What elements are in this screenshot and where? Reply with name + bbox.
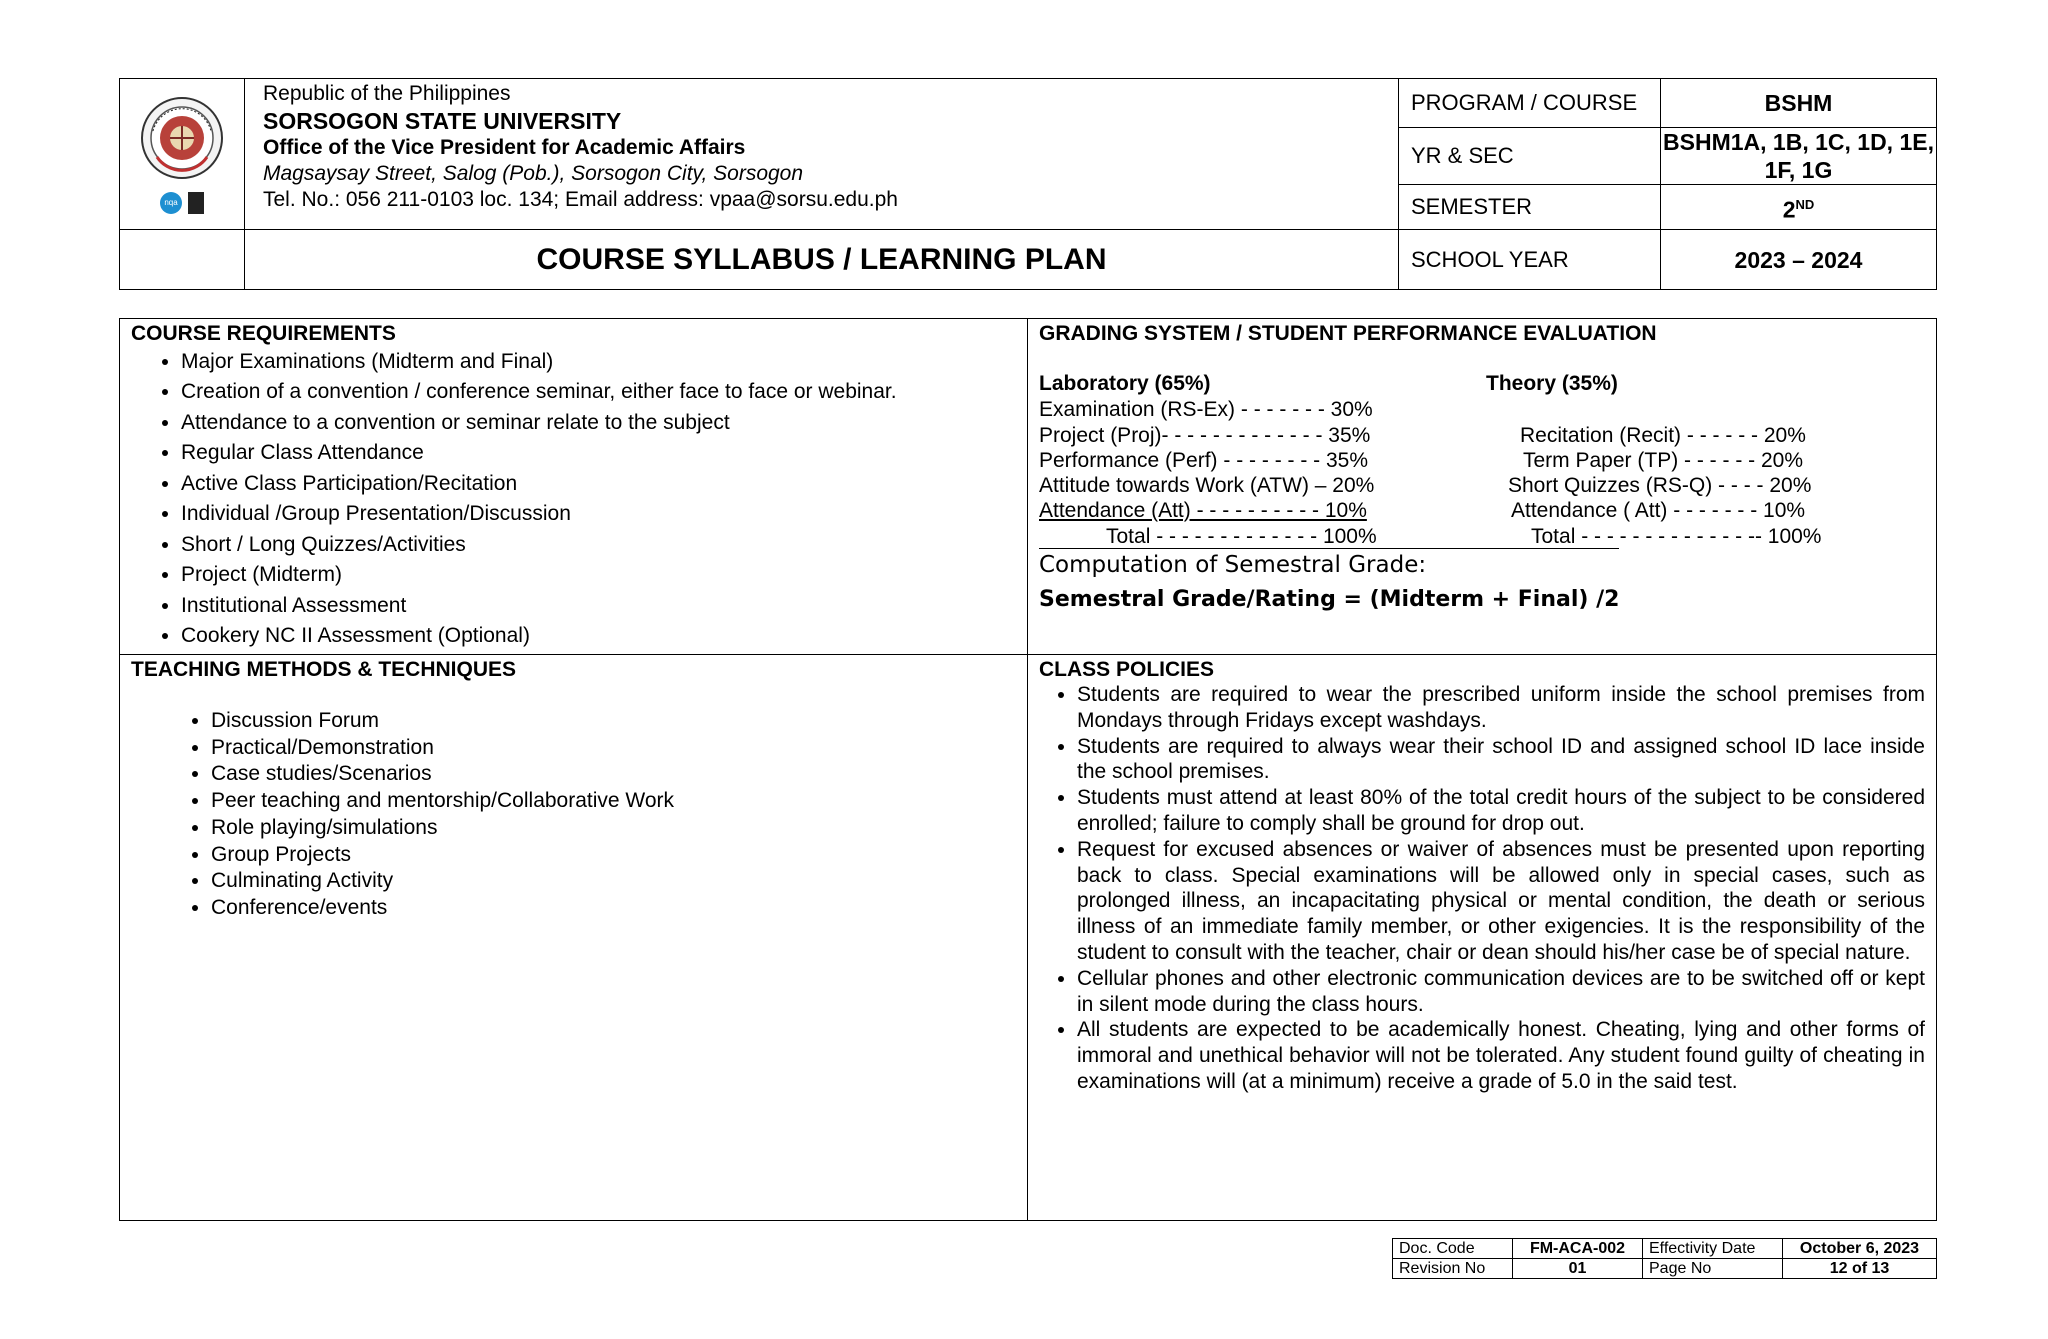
- teaching-methods-heading: TEACHING METHODS & TECHNIQUES: [131, 657, 517, 681]
- yr-sec-label: YR & SEC: [1399, 128, 1661, 185]
- document-control-table: [1392, 1238, 1937, 1279]
- requirement-item: • Individual /Group Presentation/Discussion: [181, 499, 1016, 530]
- semester-value: [1661, 185, 1937, 230]
- lab-row: Attitude towards Work (ATW) – 20%: [1039, 473, 1375, 497]
- revision-value: 01: [1513, 1259, 1643, 1279]
- policy-item: • Cellular phones and other electronic communication devices are to be switched off or kept in silent mode during the class hours.: [1077, 966, 1925, 1018]
- program-value: BSHM: [1661, 79, 1937, 128]
- school-year-label: SCHOOL YEAR: [1399, 230, 1661, 290]
- semester-label: SEMESTER: [1399, 185, 1661, 230]
- lab-row: Examination (RS-Ex) - - - - - - - 30%: [1039, 397, 1373, 421]
- teaching-methods-section: [120, 654, 1028, 1220]
- policy-item: • All students are expected to be academically honest. Cheating, lying and other forms of immoral and unethical behavior will not be tolerated. Any student found guilty of cheating in examinations will (at a minimum) receive a grade of 5.0 in the said test.: [1077, 1017, 1925, 1094]
- contact-text: Tel. No.: 056 211-0103 loc. 134; Email address: vpaa@sorsu.edu.ph: [263, 188, 898, 211]
- semester-number: 2: [1782, 196, 1796, 223]
- teaching-method-item: • Practical/Demonstration: [211, 735, 1016, 762]
- syllabus-table: [119, 318, 1937, 1221]
- page-label: Page No: [1643, 1259, 1783, 1279]
- office-name: Office of the Vice President for Academic Affairs: [263, 136, 746, 159]
- class-policies-heading: CLASS POLICIES: [1039, 657, 1215, 681]
- teaching-method-item: • Discussion Forum: [211, 708, 1016, 735]
- requirement-item: • Major Examinations (Midterm and Final): [181, 347, 1016, 378]
- grading-heading: GRADING SYSTEM / STUDENT PERFORMANCE EVALUATION: [1039, 322, 1657, 345]
- requirement-item: • Cookery NC II Assessment (Optional): [181, 621, 1016, 652]
- theory-heading: Theory (35%): [1486, 371, 1618, 395]
- theory-row: Short Quizzes (RS-Q) - - - - 20%: [1508, 473, 1812, 497]
- program-label: PROGRAM / COURSE: [1399, 79, 1661, 128]
- university-name: SORSOGON STATE UNIVERSITY: [263, 108, 622, 134]
- theory-row: Attendance ( Att) - - - - - - - 10%: [1511, 498, 1806, 522]
- effectivity-label: Effectivity Date: [1643, 1239, 1783, 1259]
- teaching-methods-list: [131, 708, 1016, 922]
- effectivity-value: October 6, 2023: [1783, 1239, 1937, 1259]
- document-title: COURSE SYLLABUS / LEARNING PLAN: [245, 230, 1399, 290]
- school-year-value: 2023 – 2024: [1661, 230, 1937, 290]
- policy-item: • Students must attend at least 80% of the total credit hours of the subject to be considered enrolled; failure to comply shall be ground for drop out.: [1077, 785, 1925, 837]
- university-info: [245, 79, 1399, 230]
- revision-label: Revision No: [1393, 1259, 1513, 1279]
- theory-row: Recitation (Recit) - - - - - - 20%: [1520, 423, 1806, 447]
- teaching-method-item: • Case studies/Scenarios: [211, 761, 1016, 788]
- semester-suffix: ND: [1795, 196, 1815, 212]
- policy-item: • Students are required to always wear their school ID and assigned school ID lace inside the school premises.: [1077, 734, 1925, 786]
- grading-section: [1028, 319, 1937, 655]
- address-text: Magsaysay Street, Salog (Pob.), Sorsogon City, Sorsogon: [263, 162, 804, 185]
- course-requirements-section: [120, 319, 1028, 655]
- teaching-method-item: • Peer teaching and mentorship/Collaborative Work: [211, 788, 1016, 815]
- nqa-badge-icon: nqa: [160, 192, 182, 214]
- teaching-method-item: • Conference/events: [211, 895, 1016, 922]
- teaching-method-item: • Group Projects: [211, 842, 1016, 869]
- header-table: [119, 78, 1937, 290]
- semestral-formula: Semestral Grade/Rating = (Midterm + Final) /2: [1039, 586, 1620, 612]
- course-requirements-heading: COURSE REQUIREMENTS: [131, 322, 396, 345]
- class-policies-list: [1039, 682, 1925, 1095]
- lab-total: Total - - - - - - - - - - - - - 100%: [1106, 524, 1377, 548]
- republic-text: Republic of the Philippines: [263, 82, 511, 105]
- teaching-method-item: • Culminating Activity: [211, 868, 1016, 895]
- requirement-item: • Short / Long Quizzes/Activities: [181, 530, 1016, 561]
- theory-row: Term Paper (TP) - - - - - - 20%: [1523, 448, 1804, 472]
- laboratory-heading: Laboratory (65%): [1039, 371, 1211, 395]
- doc-code-label: Doc. Code: [1393, 1239, 1513, 1259]
- class-policies-section: [1028, 654, 1937, 1220]
- requirement-item: • Regular Class Attendance: [181, 438, 1016, 469]
- requirement-item: • Active Class Participation/Recitation: [181, 469, 1016, 500]
- lab-row: Project (Proj)- - - - - - - - - - - - - 35%: [1039, 423, 1371, 447]
- lab-row: Attendance (Att) - - - - - - - - - - 10%: [1039, 498, 1367, 522]
- requirement-item: • Creation of a convention / conference seminar, either face to face or webinar.: [181, 377, 1016, 408]
- requirement-item: • Institutional Assessment: [181, 591, 1016, 622]
- computation-label: Computation of Semestral Grade:: [1039, 551, 1427, 578]
- yr-sec-value: BSHM1A, 1B, 1C, 1D, 1E, 1F, 1G: [1661, 128, 1937, 185]
- lab-row: Performance (Perf) - - - - - - - - 35%: [1039, 448, 1369, 472]
- doc-code-value: FM-ACA-002: [1513, 1239, 1643, 1259]
- course-requirements-list: [131, 347, 1016, 652]
- certification-badge-icon: [188, 192, 204, 214]
- page-value: 12 of 13: [1783, 1259, 1937, 1279]
- policy-item: • Request for excused absences or waiver of absences must be presented upon reporting back to class. Special examinations will be allowed only in special cases, such as prolonged illness, an incapacitating physical or mental condition, the death or serious illness of an immediate family member, or other exigencies. It is the responsibility of the student to consult with the teacher, chair or dean should his/her case be of special nature.: [1077, 837, 1925, 966]
- requirement-item: • Attendance to a convention or seminar relate to the subject: [181, 408, 1016, 439]
- requirement-item: • Project (Midterm): [181, 560, 1016, 591]
- logo-cell: [120, 79, 245, 230]
- grading-table: [1039, 347, 1925, 627]
- university-seal-icon: [139, 95, 225, 191]
- theory-total: Total - - - - - - - - - - - - - -- 100%: [1531, 524, 1822, 548]
- teaching-method-item: • Role playing/simulations: [211, 815, 1016, 842]
- policy-item: • Students are required to wear the prescribed uniform inside the school premises from Mondays through Fridays except washdays.: [1077, 682, 1925, 734]
